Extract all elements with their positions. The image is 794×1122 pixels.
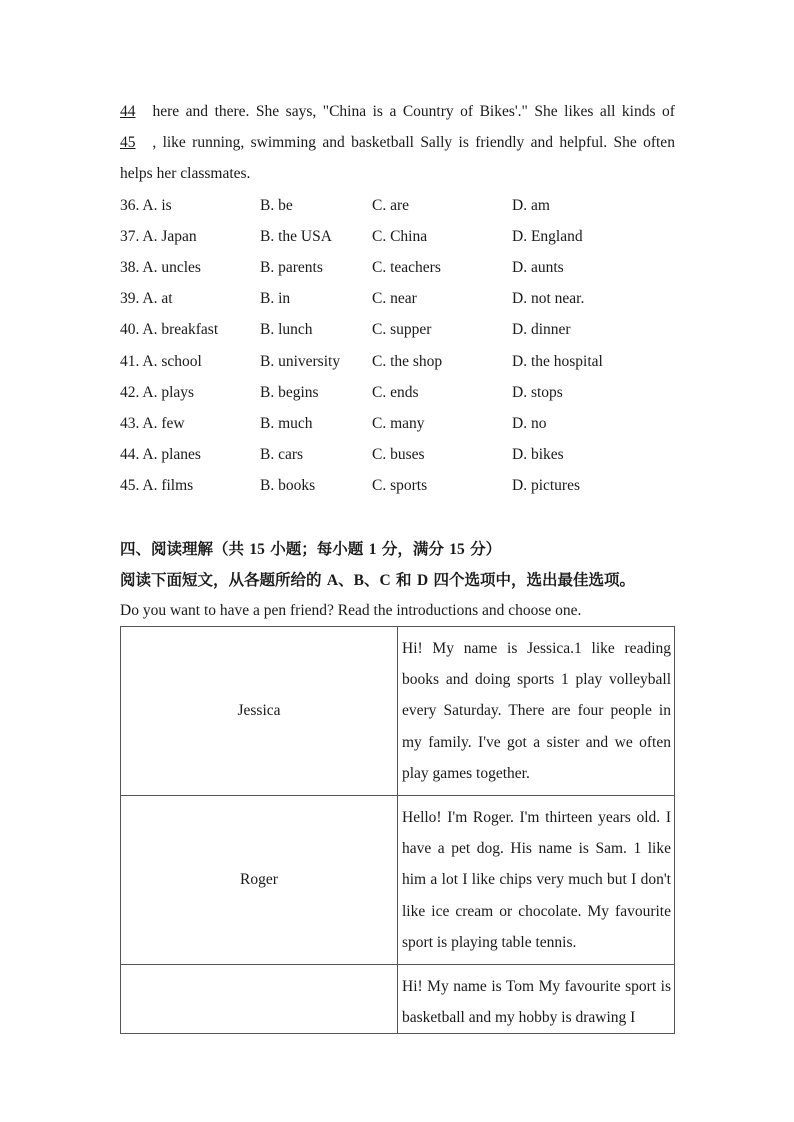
title-number: 15 <box>449 541 465 558</box>
option-a: 38. A. uncles <box>120 259 201 276</box>
title-part: 小题；每小题 <box>264 540 369 558</box>
option-c: C. are <box>372 197 410 214</box>
option-a: 39. A. at <box>120 290 173 307</box>
title-number: 1 <box>368 541 377 558</box>
blank-45: 45 <box>120 134 136 151</box>
pen-friend-intro: Hi! My name is Jessica.1 like reading books and doing sports 1 play volleyball every Saturday. There are four people in my family. I've got a sister and we often play games together. <box>398 627 675 796</box>
option-a: 44. A. planes <box>120 446 201 463</box>
blank-44: 44 <box>120 103 136 120</box>
option-c: C. buses <box>372 446 425 463</box>
option-a: 36. A. is <box>120 197 172 214</box>
title-number: 15 <box>249 541 265 558</box>
table-row <box>121 796 675 965</box>
option-b: B. university <box>260 353 341 370</box>
option-d: D. England <box>512 228 583 245</box>
option-c: C. China <box>372 228 428 245</box>
option-c: C. teachers <box>372 259 441 276</box>
word: of <box>662 103 675 120</box>
word: is <box>458 134 469 151</box>
word: like <box>162 134 186 151</box>
option-c: C. sports <box>372 477 428 494</box>
option-row-42 <box>120 383 675 403</box>
option-d: D. dinner <box>512 321 571 338</box>
table-row <box>121 965 675 1034</box>
word: often <box>643 134 675 151</box>
word: Country <box>402 103 454 120</box>
pen-friend-name <box>121 965 398 1034</box>
option-b: B. lunch <box>260 321 313 338</box>
table-row <box>121 627 675 796</box>
option-a: 40. A. breakfast <box>120 321 219 338</box>
word: Sally <box>420 134 453 151</box>
passage-line-1 <box>120 102 675 122</box>
pen-friend-name: Jessica <box>121 627 398 796</box>
option-row-40 <box>120 320 675 340</box>
word: a <box>389 103 397 120</box>
word: is <box>372 103 383 120</box>
option-b: B. books <box>260 477 316 494</box>
option-a: 41. A. school <box>120 353 202 370</box>
word: She <box>255 103 280 120</box>
word: She <box>534 103 558 120</box>
option-d: D. the hospital <box>512 353 603 370</box>
option-row-44 <box>120 445 675 465</box>
reading-lead: Do you want to have a pen friend? Read the introductions and choose one. <box>120 602 582 619</box>
word: all <box>599 103 616 120</box>
word: and <box>530 134 554 151</box>
pen-friend-name: Roger <box>121 796 398 965</box>
option-row-38 <box>120 258 675 278</box>
option-row-43 <box>120 414 675 434</box>
option-d: D. am <box>512 197 550 214</box>
option-c: C. the shop <box>372 353 443 370</box>
word: friendly <box>475 134 525 151</box>
option-a: 37. A. Japan <box>120 228 197 245</box>
option-row-39 <box>120 289 675 309</box>
option-d: D. no <box>512 415 547 432</box>
option-b: B. the USA <box>260 228 332 245</box>
word: of <box>460 103 474 120</box>
option-a: 45. A. films <box>120 477 194 494</box>
word: and <box>185 103 209 120</box>
instruction-letters: A、B、C <box>326 572 391 589</box>
word: She <box>613 134 637 151</box>
option-d: D. not near. <box>512 290 585 307</box>
word: here <box>152 103 180 120</box>
section-title <box>120 539 501 560</box>
word: "China <box>322 103 367 120</box>
option-d: D. pictures <box>512 477 581 494</box>
instruction-letters: D <box>416 572 429 589</box>
word: Bikes'." <box>479 103 528 120</box>
option-d: D. bikes <box>512 446 564 463</box>
word: helpful. <box>559 134 608 151</box>
option-row-41 <box>120 352 675 372</box>
option-d: D. stops <box>512 384 563 401</box>
instruction-part: 四个选项中，选出最佳选项。 <box>428 571 636 589</box>
option-c: C. ends <box>372 384 419 401</box>
word: , <box>152 134 157 151</box>
passage-line-3: helps her classmates. <box>120 165 251 182</box>
option-b: B. parents <box>260 259 323 276</box>
option-row-45 <box>120 476 675 496</box>
word: running, <box>192 134 245 151</box>
option-d: D. aunts <box>512 259 564 276</box>
title-part: 四、阅读理解（共 <box>120 540 250 558</box>
passage-line-2 <box>120 133 675 153</box>
instruction-part: 和 <box>390 571 417 589</box>
option-row-36 <box>120 196 675 216</box>
option-c: C. near <box>372 290 417 307</box>
option-b: B. much <box>260 415 313 432</box>
option-a: 43. A. few <box>120 415 185 432</box>
option-c: C. supper <box>372 321 432 338</box>
option-b: B. cars <box>260 446 304 463</box>
section-instruction <box>120 570 635 591</box>
option-b: B. be <box>260 197 293 214</box>
option-b: B. begins <box>260 384 319 401</box>
instruction-part: 阅读下面短文，从各题所给的 <box>120 571 327 589</box>
word: likes <box>564 103 594 120</box>
pen-friend-intro: Hello! I'm Roger. I'm thirteen years old. I have a pet dog. His name is Sam. 1 like him a lot I like chips very much but I don't like ice cream or chocolate. My favourite sport is playing table tennis. <box>398 796 675 965</box>
title-part: 分，满分 <box>376 540 450 558</box>
word: says, <box>285 103 317 120</box>
pen-friend-intro: Hi! My name is Tom My favourite sport is basketball and my hobby is drawing I <box>398 965 675 1034</box>
word: basketball <box>351 134 414 151</box>
title-part: 分） <box>464 540 502 558</box>
word: swimming <box>250 134 317 151</box>
word: and <box>322 134 345 151</box>
option-row-37 <box>120 227 675 247</box>
word: kinds <box>621 103 656 120</box>
option-b: B. in <box>260 290 291 307</box>
word: there. <box>214 103 250 120</box>
option-c: C. many <box>372 415 425 432</box>
pen-friend-table <box>120 626 675 1034</box>
option-a: 42. A. plays <box>120 384 195 401</box>
